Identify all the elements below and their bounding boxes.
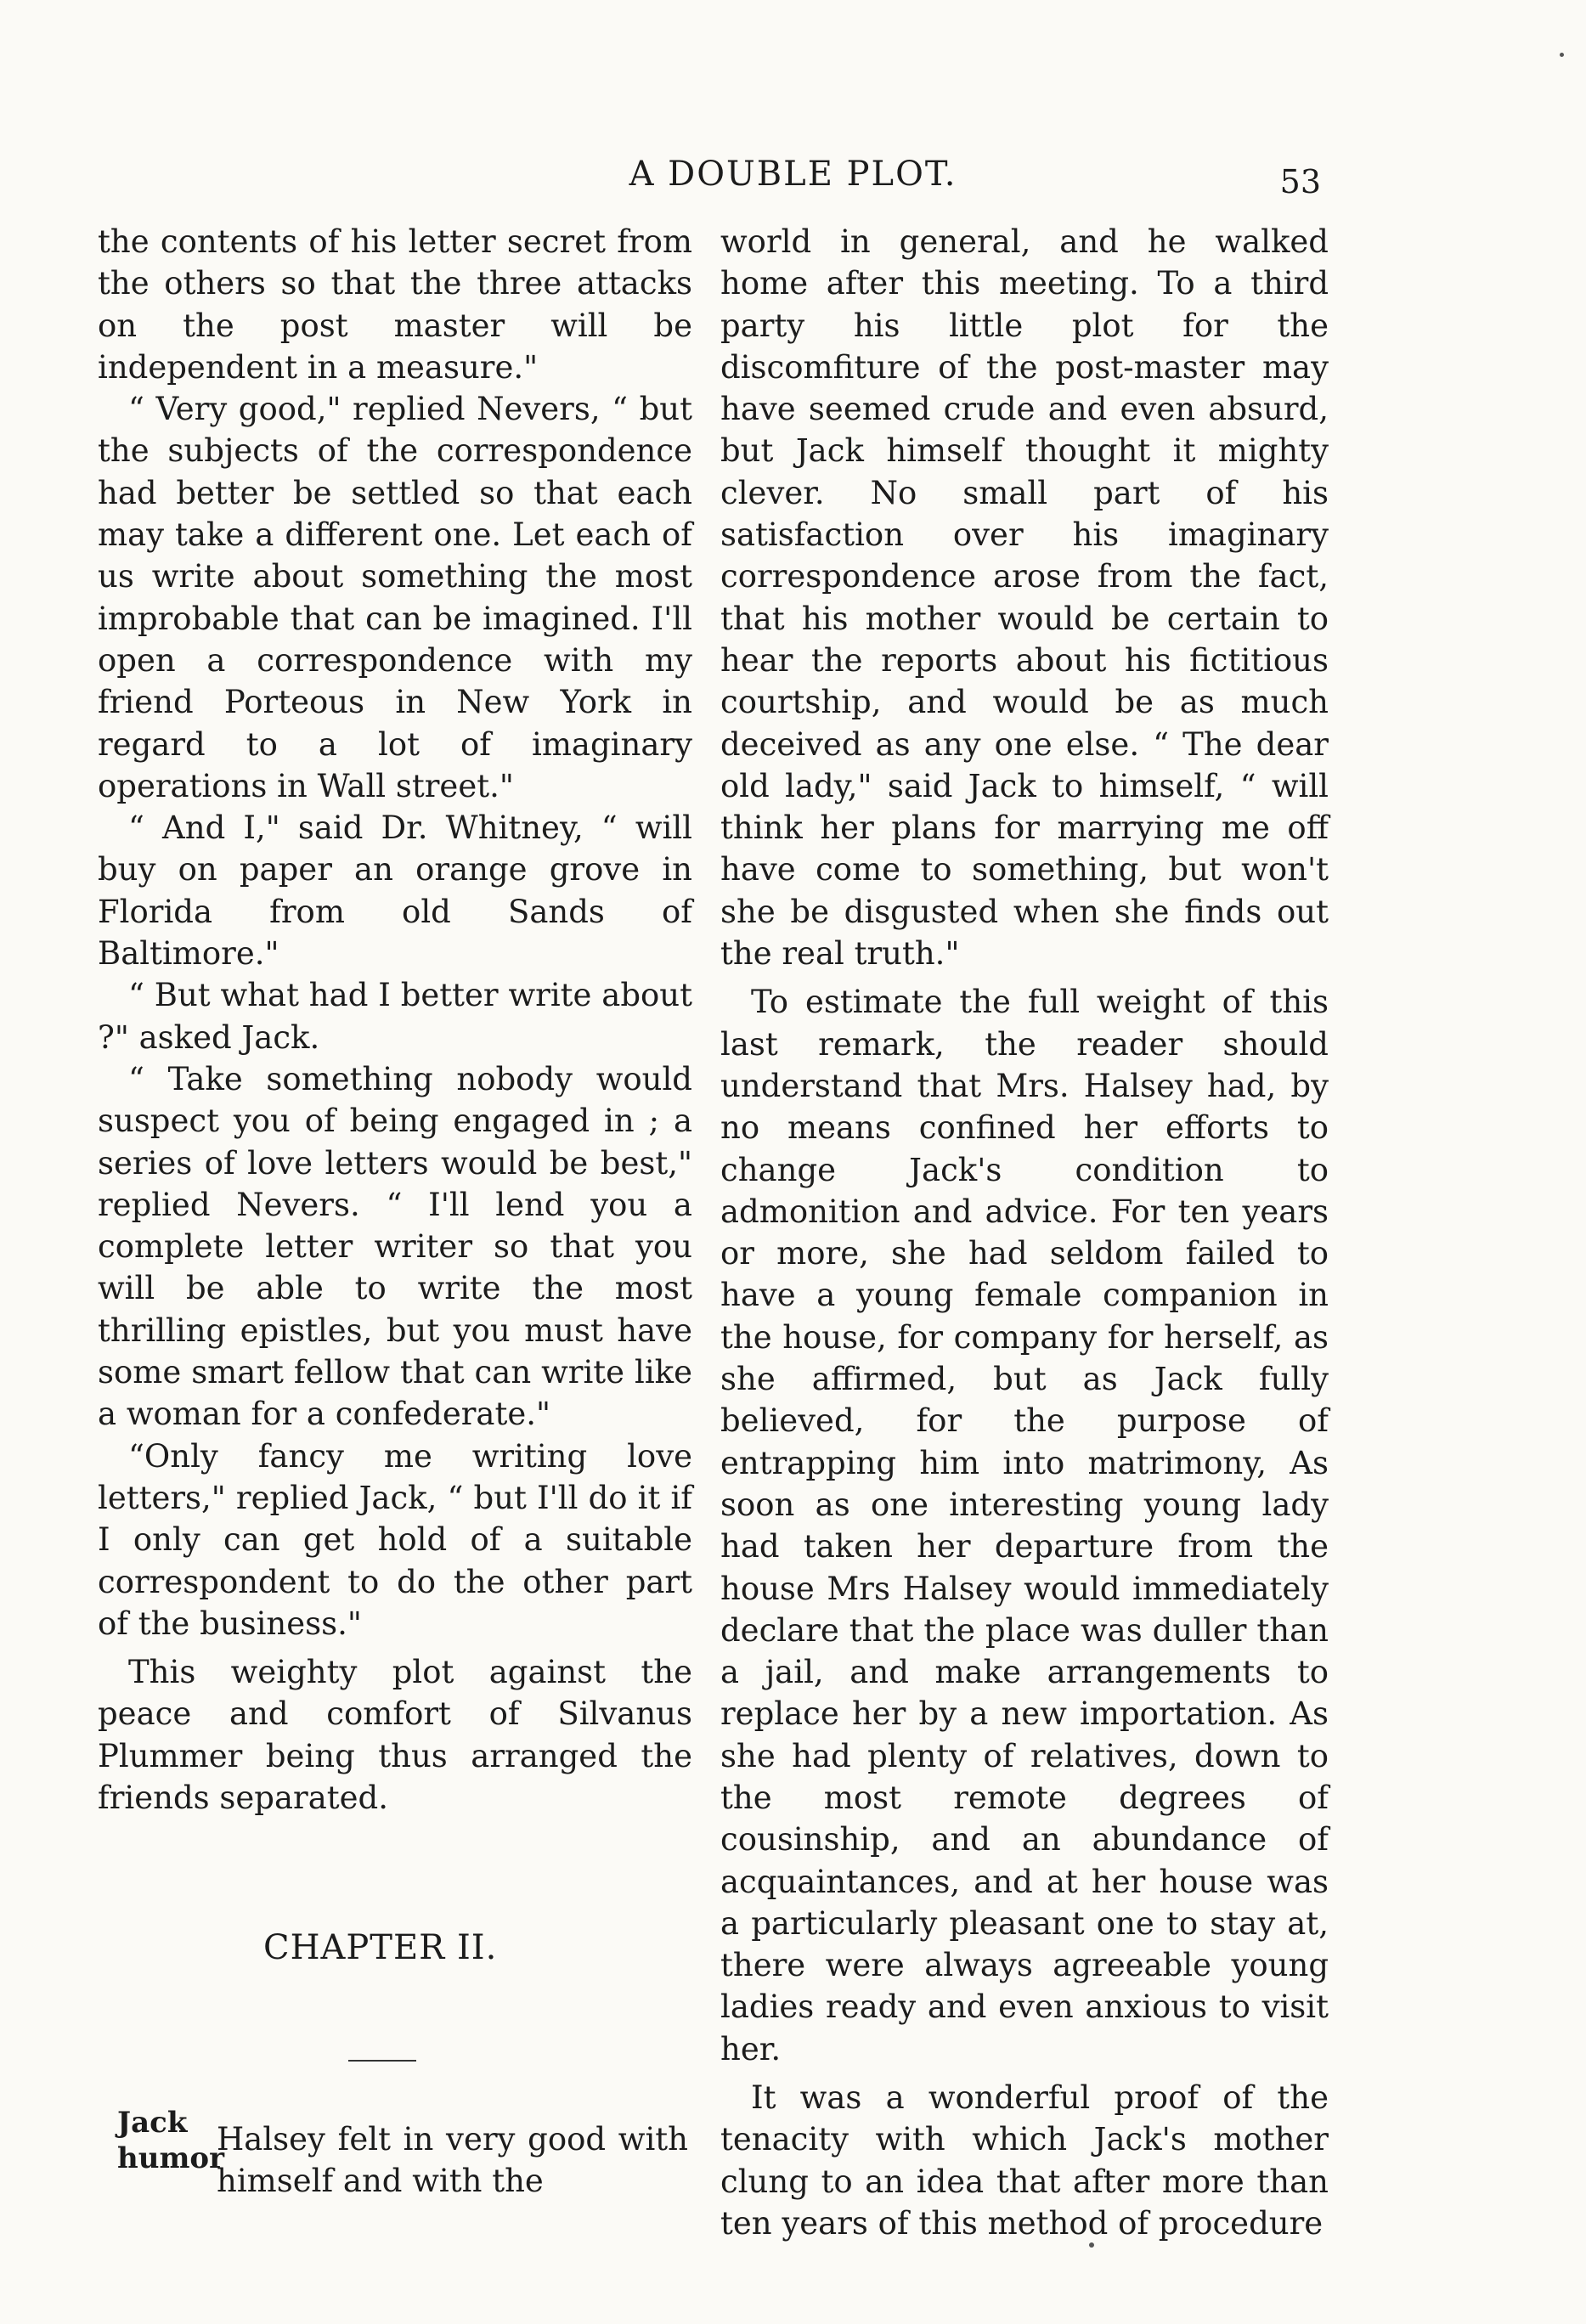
dropcap-block <box>117 2105 224 2176</box>
chapter-opening-text: Halsey felt in very good with himself and with the <box>217 2121 688 2199</box>
page-header-title: A DOUBLE PLOT. <box>629 155 957 194</box>
paragraph: the contents of his letter secret from the others so that the three attacks on the post master will be independent in a measure." <box>98 223 692 386</box>
paragraph: “Only fancy me writing love letters," replied Jack, “ but I'll do it if I only can get hold of a suitable correspondent to do the other part of the business." <box>98 1437 692 1642</box>
left-column <box>98 221 692 1819</box>
page-number: 53 <box>1279 163 1321 200</box>
paragraph: “ And I," said Dr. Whitney, “ will buy on paper an orange grove in Florida from old Sands of Baltimore." <box>98 809 692 973</box>
print-speck <box>1560 53 1564 57</box>
paragraph: It was a wonderful proof of the tenacity with which Jack's mother clung to an idea that after more than ten years of this method of procedure <box>720 2079 1329 2242</box>
chapter-divider <box>348 2060 416 2062</box>
paragraph: “ Very good," replied Nevers, “ but the subjects of the correspondence had better be settled so that each may take a different one. Let each of us write about something the most improbable that can be imagined. I'll open a correspondence with my friend Porteous in New York in regard to a lot of imaginary operations in Wall street." <box>98 391 692 804</box>
right-column <box>720 221 1329 2244</box>
print-speck <box>1089 2242 1094 2248</box>
paragraph: world in general, and he walked home after this meeting. To a third party his little plot for the discomfiture of the post-master may have seemed crude and even absurd, but Jack himself thought it mighty clever. No small part of his satisfaction over his imaginary correspondence arose from the fact, that his mother would be certain to hear the reports about his fictitious courtship, and would be as much deceived as any one else. “ The dear old lady," said Jack to himself, “ will think her plans for marrying me off have come to something, but won't she be disgusted when she finds out the real truth." <box>720 223 1329 973</box>
paragraph: “ But what had I better write about ?" asked Jack. <box>98 977 692 1056</box>
paragraph: This weighty plot against the peace and comfort of Silvanus Plummer being thus arranged the friends separated. <box>98 1654 692 1816</box>
dropcap-line: Jack <box>117 2106 188 2140</box>
dropcap-line: humor <box>117 2141 225 2175</box>
paragraph: To estimate the full weight of this last remark, the reader should understand that Mrs. Halsey had, by no means confined her efforts to change Jack's condition to admonition and advice. For ten years or more, she had seldom failed to have a young female companion in the house, for company for herself, as she affirmed, but as Jack fully believed, for the purpose of entrapping him into matrimony, As soon as one interesting young lady had taken her departure from the house Mrs Halsey would immediately declare that the place was duller than a jail, and make arrangements to replace her by a new importation. As she had plenty of relatives, down to the most remote degrees of cousinship, and an abundance of acquaintances, and at her house was a particularly pleasant one to stay at, there were always agreeable young ladies ready and even anxious to visit her. <box>720 984 1329 2067</box>
paragraph: “ Take something nobody would suspect you of being engaged in ; a series of love letters would be best," replied Nevers. “ I'll lend you a complete letter writer so that you will be able to write the most thrilling epistles, but you must have some smart fellow that can write like a woman for a confederate." <box>98 1060 692 1433</box>
chapter-heading: CHAPTER II. <box>263 1928 498 1967</box>
